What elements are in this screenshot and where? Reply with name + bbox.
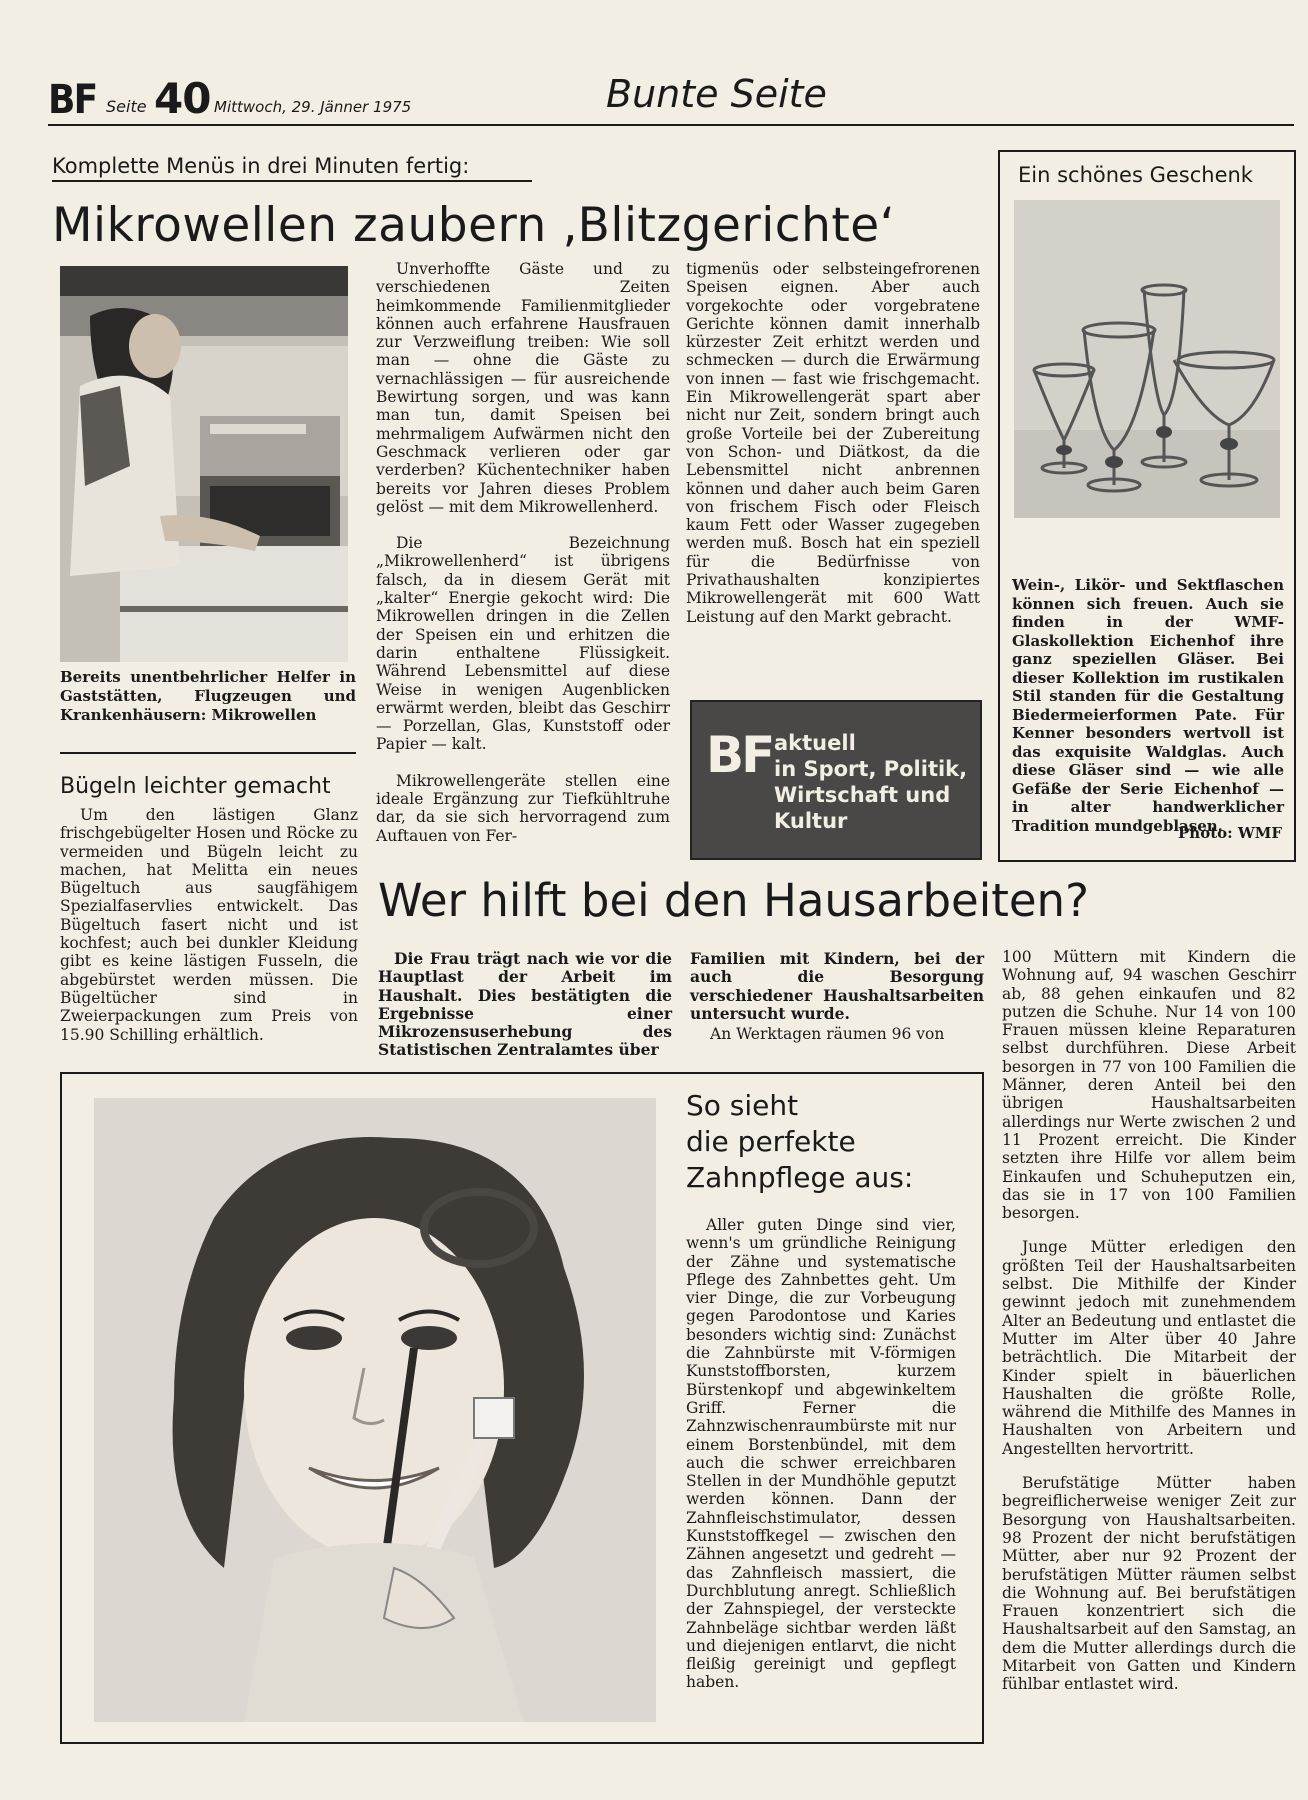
gift-box [998,150,1296,862]
microwave-photo-caption: Bereits unentbehrlicher Helfer in Gaststätten, Flugzeugen und Krankenhäusern: Mikrowellen [60,668,356,724]
bf-promo-box [690,700,982,860]
promo-line-4: Kultur [774,809,848,833]
promo-line-2: in Sport, Politik, [774,757,968,781]
dental-paragraph: Aller guten Dinge sind vier, wenn's um gründliche Reinigung der Zähne und systematische Pflege des Zahnbettes geht. Um vier Dinge, die zur Vorbeugung gegen Parodontose und Karies besonders wichtig sind: Zunächst die Zahnbürste mit V-förmigen Kunststoffborsten, kurzem Bürstenkopf und abgewinkeltem Griff. Ferner die Zahnzwischenraumbürste mit nur einem Borstenbündel, mit dem auch die schwer erreichbaren Stellen in der Mundhöhle geputzt werden können. Dann der Zahnfleischstimulator, dessen Kunststoffkegel — zwischen den Zähnen angesetzt und gedreht — das Zahnfleisch massiert, die Durchblutung anregt. Schließlich der Zahnspiegel, der versteckte Zahnbeläge sichtbar werden läßt und diejenigen entlarvt, die nicht fleißig gereinigt und gepflegt haben. [686,1216,956,1692]
housework-right-column [1002,948,1296,1706]
dental-headline-line-2: die perfekte [686,1125,856,1158]
housework-lead-a [378,950,672,1072]
article1-column-2 [376,260,670,857]
housework-lead-paragraph: Familien mit Kindern, bei der auch die Besorgung verschiedener Haushaltsarbeiten untersucht wurde. [690,949,984,1023]
dental-photo [94,1098,656,1722]
page-label: Seite [106,97,147,116]
masthead-rule [48,124,1294,126]
dental-body [686,1216,956,1704]
issue-date: Mittwoch, 29. Jänner 1975 [214,98,412,116]
section-title: Bunte Seite [606,72,827,116]
article-headline: Mikrowellen zaubern ‚Blitzgerichte‘ [52,198,896,253]
gift-title: Ein schönes Geschenk [1018,163,1253,187]
dental-box [60,1072,984,1744]
housework-paragraph: 100 Müttern mit Kindern die Wohnung auf, 94 waschen Geschirr ab, 88 gehen einkaufen und 82 putzen die Schuhe. Nur 14 von 100 Frauen müssen kleine Reparaturen selbst durchführen. Diese Arbeit besorgen in 77 von 100 Familien die Männer, deren Anteil bei den übrigen Haushaltsarbeiten allerdings nur Werte zwischen 2 und 11 Prozent erreicht. Die Kinder setzten ihre Hilfe vor allem beim Einkaufen und Schuheputzen ein, das sie in 17 von 100 Familien besorgen. [1002,948,1296,1223]
article1-paragraph: tigmenüs oder selbsteingefrorenen Speisen eignen. Aber auch vorgekochte oder vorgebratene Gerichte können damit innerhalb kürzester Zeit erhitzt werden und schmecken — durch die Erwärmung von innen — fast wie frischgemacht. Ein Mikrowellengerät spart aber nicht nur Zeit, sondern bringt auch große Vorteile bei der Zubereitung von Schon- und Diätkost, da die Lebensmittel nicht anbrennen können und daher auch beim Garen von frischem Fisch oder Fleisch kaum Fett oder Wasser zugegeben werden muß. Bosch hat ein speziell für die Bedürfnisse von Privathaushalten konzipiertes Mikrowellengerät mit 600 Watt Leistung auf den Markt gebracht. [686,260,980,626]
housework-lead-b [690,950,984,1055]
microwave-photo [60,266,348,662]
caption-rule [60,752,356,754]
glasses-photo [1014,200,1280,518]
housework-paragraph: An Werktagen räumen 96 von [710,1025,945,1044]
article1-paragraph: Die Bezeichnung „Mikrowellenherd“ ist übrigens falsch, da in diesem Gerät mit „kalter“ Energie gekocht wird: Die Mikrowellen dringen in die Zellen der Speisen ein und erhitzen die darin enthaltene Flüssigkeit. Während Lebensmittel auf diese Weise in wenigen Augenblicken erwärmt werden, bleibt das Geschirr — Porzellan, Glas, Kunststoff oder Papier — kalt. [376,534,670,754]
gift-photo-credit: Photo: WMF [1178,824,1282,842]
gift-caption: Wein-, Likör- und Sektflaschen können sich freuen. Auch sie finden in der WMF-Glaskollektion Eichenhof ihre ganz speziellen Gläser. Bei dieser Kollektion im rustikalen Stil standen für die Gestaltung Biedermeierformen Pate. Für Kenner besonders wertvoll ist das exquisite Waldglas. Auch diese Gläser sind — wie alle Gefäße der Serie Eichenhof — in alter handwerklicher Tradition mundgeblasen. [1012,576,1284,835]
kicker-underline [52,180,532,182]
ironing-body [60,806,358,1056]
housework-paragraph: Junge Mütter erledigen den größten Teil der Haushaltsarbeiten selbst. Die Mithilfe der Kinder gewinnt jedoch mit zunehmendem Alter an Bedeutung und entlastet die Mutter im Alter über 40 Jahre beträchtlich. Die Mitarbeit der Kinder spielt in bäuerlichen Haushalten die größte Rolle, während die Mithilfe des Mannes in Haushalten von Arbeitern und Angestellten hervortritt. [1002,1238,1296,1458]
promo-logo: BF [706,726,773,784]
dental-headline-line-3: Zahnpflege aus: [686,1161,914,1194]
housework-lead-paragraph: Die Frau trägt nach wie vor die Hauptlast der Arbeit im Haushalt. Dies bestätigten die Ergebnisse einer Mikrozensuserhebung des Statistischen Zentralamtes über [378,949,672,1060]
ironing-paragraph: Um den lästigen Glanz frischgebügelter Hosen und Röcke zu vermeiden und Bügeln leicht zu machen, hat Melitta ein neues Bügeltuch aus saugfähigem Spezialfaservlies entwickelt. Das Bügeltuch fasert nicht und ist kochfest; auch bei dunkler Kleidung gibt es keine lästigen Fusseln, die abgebürstet werden müssen. Die Bügeltücher sind in Zweierpackungen zum Preis von 15.90 Schilling erhältlich. [60,806,358,1044]
article-kicker: Komplette Menüs in drei Minuten fertig: [52,154,470,178]
dental-headline-line-1: So sieht [686,1089,799,1122]
promo-line-1: aktuell [774,731,856,755]
page-number: 40 [154,74,211,123]
housework-paragraph: Berufstätige Mütter haben begreiflicherweise weniger Zeit zur Besorgung von Haushaltsarbeiten. 98 Prozent der nicht berufstätigen Mütter, aber nur 92 Prozent der berufstätigen Mütter räumen selbst die Wohnung auf. Bei berufstätigen Frauen konzentriert sich die Haushaltsarbeit auf den Samstag, an dem die Mutter allerdings durch die Mitarbeit von Gatten und Kindern fühlbar entlastet wird. [1002,1474,1296,1694]
housework-headline: Wer hilft bei den Hausarbeiten? [378,874,1089,927]
promo-line-3: Wirtschaft und [774,783,951,807]
bf-logo: BF [48,77,97,123]
article1-paragraph: Unverhoffte Gäste und zu verschiedenen Zeiten heimkommende Familienmitglieder können auch erfahrene Hausfrauen zur Verzweiflung treiben: Wie soll man — ohne die Gäste zu vernachlässigen — für ausreichende Bewirtung sorgen, und was kann man tun, damit Speisen bei mehrmaligem Aufwärmen nicht den Geschmack verlieren oder gar verderben? Küchentechniker haben bereits vor Jahren dieses Problem gelöst — mit dem Mikrowellenherd. [376,260,670,516]
ironing-headline: Bügeln leichter gemacht [60,774,331,799]
article1-column-3 [686,260,980,638]
article1-paragraph: Mikrowellengeräte stellen eine ideale Ergänzung zur Tiefkühltruhe dar, da sie sich hervorragend zum Auftauen von Fer- [376,771,670,845]
